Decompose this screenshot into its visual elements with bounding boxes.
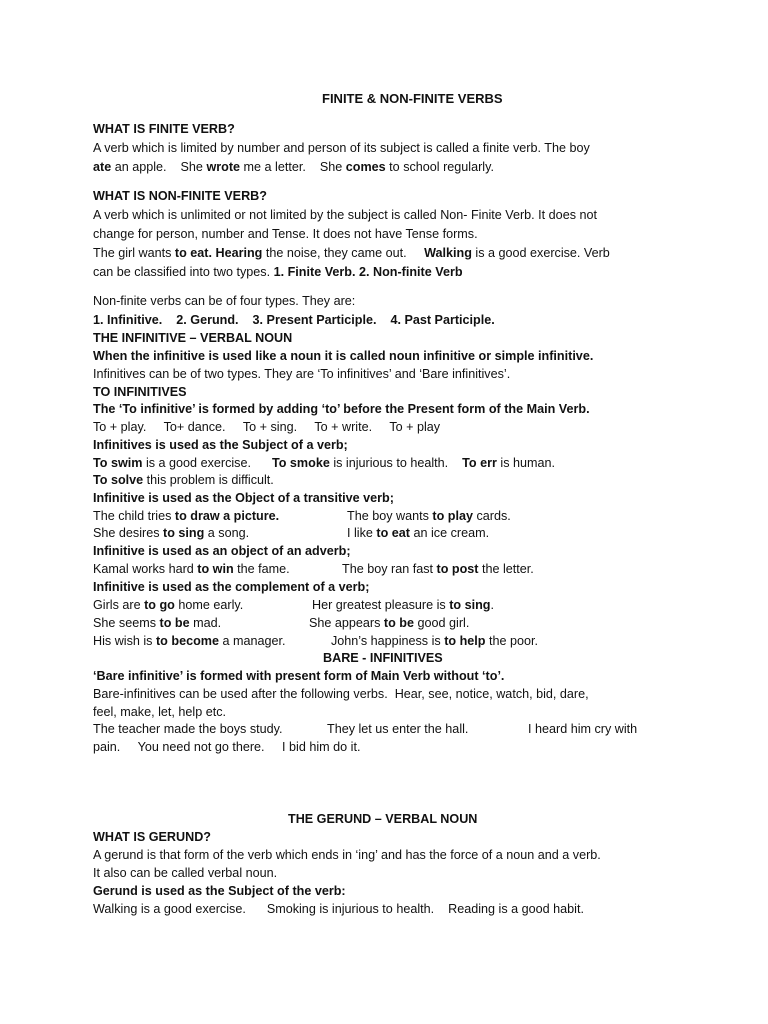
- bare-example-1a: The teacher made the boys study.: [93, 722, 283, 736]
- bare-example-1b: They let us enter the hall.: [327, 722, 469, 736]
- infinitive-heading: THE INFINITIVE – VERBAL NOUN: [93, 331, 293, 345]
- complement-example-4: She appears to be good girl.: [309, 616, 470, 630]
- object-example-3: She desires to sing a song.: [93, 526, 250, 540]
- infinitive-rule: When the infinitive is used like a noun it is called noun infinitive or simple infinitive.: [93, 349, 594, 363]
- adverb-example-2: The boy ran fast to post the letter.: [342, 562, 534, 576]
- adverb-heading: Infinitive is used as an object of an adverb;: [93, 544, 351, 558]
- bare-rule: ‘Bare infinitive’ is formed with present form of Main Verb without ‘to’.: [93, 669, 505, 683]
- infinitive-types: Infinitives can be of two types. They are ‘To infinitives’ and ‘Bare infinitives’.: [93, 367, 511, 381]
- types-list: 1. Infinitive. 2. Gerund. 3. Present Participle. 4. Past Participle.: [93, 313, 495, 327]
- finite-examples: ate an apple. She wrote me a letter. She comes to school regularly.: [93, 160, 494, 174]
- nonfinite-def-1: A verb which is unlimited or not limited by the subject is called Non- Finite Verb. It does not: [93, 208, 597, 222]
- gerund-def-2: It also can be called verbal noun.: [93, 866, 278, 880]
- finite-heading: WHAT IS FINITE VERB?: [93, 122, 235, 136]
- complement-example-3: She seems to be mad.: [93, 616, 222, 630]
- object-example-4: I like to eat an ice cream.: [347, 526, 490, 540]
- page-title: FINITE & NON-FINITE VERBS: [322, 91, 503, 106]
- bare-example-2: pain. You need not go there. I bid him do it.: [93, 740, 361, 754]
- to-infinitives-heading: TO INFINITIVES: [93, 385, 187, 399]
- nonfinite-example-1: The girl wants to eat. Hearing the noise, they came out. Walking is a good exercise. Verb: [93, 246, 610, 260]
- finite-definition: A verb which is limited by number and person of its subject is called a finite verb. The boy: [93, 141, 590, 155]
- bare-use-1: Bare-infinitives can be used after the following verbs. Hear, see, notice, watch, bid, dare,: [93, 687, 589, 701]
- gerund-heading: THE GERUND – VERBAL NOUN: [288, 812, 478, 826]
- types-intro: Non-finite verbs can be of four types. They are:: [93, 294, 356, 308]
- gerund-examples: Walking is a good exercise. Smoking is injurious to health. Reading is a good habit.: [93, 902, 584, 916]
- complement-example-5: His wish is to become a manager.: [93, 634, 286, 648]
- subject-heading: Infinitives is used as the Subject of a verb;: [93, 438, 348, 452]
- nonfinite-heading: WHAT IS NON-FINITE VERB?: [93, 189, 267, 203]
- bare-heading: BARE - INFINITIVES: [323, 651, 443, 665]
- subject-examples: To swim is a good exercise. To smoke is injurious to health. To err is human.: [93, 456, 556, 470]
- subject-example-4: To solve this problem is difficult.: [93, 473, 274, 487]
- gerund-question: WHAT IS GERUND?: [93, 830, 211, 844]
- object-example-2: The boy wants to play cards.: [347, 509, 511, 523]
- to-infinitive-rule: The ‘To infinitive’ is formed by adding ‘to’ before the Present form of the Main Verb.: [93, 402, 590, 416]
- gerund-def-1: A gerund is that form of the verb which ends in ‘ing’ and has the force of a noun and a verb.: [93, 848, 601, 862]
- complement-example-1: Girls are to go home early.: [93, 598, 244, 612]
- to-infinitive-examples: To + play. To+ dance. To + sing. To + write. To + play: [93, 420, 441, 434]
- object-heading: Infinitive is used as the Object of a transitive verb;: [93, 491, 394, 505]
- adverb-example-1: Kamal works hard to win the fame.: [93, 562, 290, 576]
- nonfinite-example-2: can be classified into two types. 1. Finite Verb. 2. Non-finite Verb: [93, 265, 463, 279]
- complement-example-6: John’s happiness is to help the poor.: [331, 634, 538, 648]
- gerund-subject-heading: Gerund is used as the Subject of the verb:: [93, 884, 346, 898]
- complement-heading: Infinitive is used as the complement of a verb;: [93, 580, 370, 594]
- object-example-1: The child tries to draw a picture.: [93, 509, 280, 523]
- bare-example-1c: I heard him cry with: [528, 722, 638, 736]
- bare-use-2: feel, make, let, help etc.: [93, 705, 227, 719]
- complement-example-2: Her greatest pleasure is to sing.: [312, 598, 494, 612]
- nonfinite-def-2: change for person, number and Tense. It does not have Tense forms.: [93, 227, 478, 241]
